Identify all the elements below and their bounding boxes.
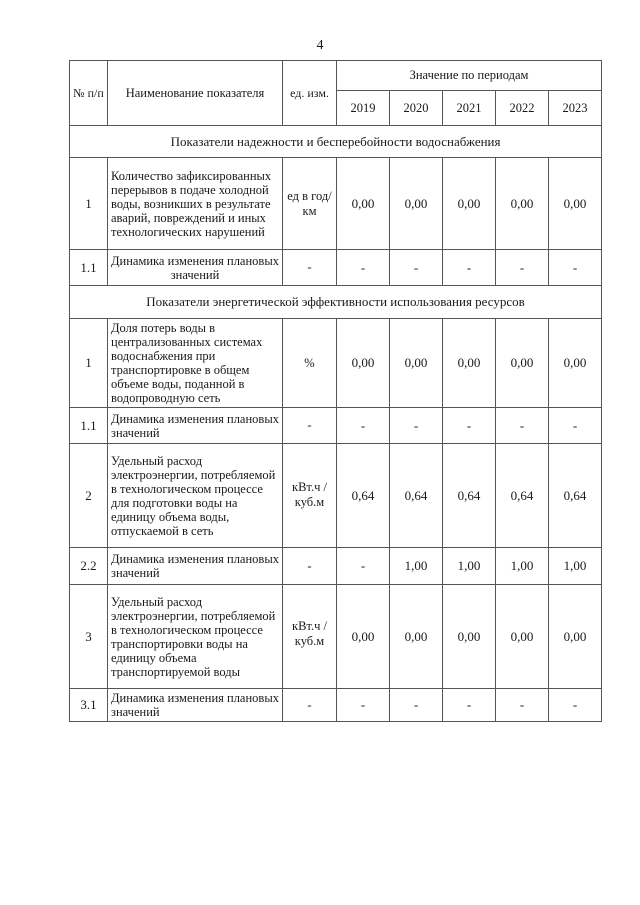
row-unit: - [283,408,337,444]
row-value: 1,00 [390,548,443,585]
row-value: - [337,548,390,585]
table-row [70,444,602,548]
table-row [70,250,602,286]
row-unit: ед в год/ км [283,158,337,250]
row-name: Динамика изменения плановых значений [108,250,283,286]
table-row [70,408,602,444]
row-value: - [443,250,496,286]
header-year: 2021 [443,91,496,126]
header-year: 2019 [337,91,390,126]
header-num: № п/п [70,61,108,126]
row-value: - [496,689,549,722]
section-title: Показатели надежности и бесперебойности водоснабжения [70,126,602,158]
section-row [70,286,602,319]
header-unit: ед. изм. [283,61,337,126]
row-value: 0,00 [443,319,496,408]
row-num: 1 [70,158,108,250]
row-value: 0,00 [549,158,602,250]
row-value: - [337,408,390,444]
row-name: Удельный расход электроэнергии, потребляемой в технологическом процессе транспортировки воды на единицу объема транспортируемой воды [108,585,283,689]
header-year: 2023 [549,91,602,126]
row-value: - [390,250,443,286]
row-value: 0,64 [337,444,390,548]
row-value: 0,64 [443,444,496,548]
section-row [70,126,602,158]
row-value: 0,00 [443,158,496,250]
row-value: 0,64 [390,444,443,548]
row-num: 2 [70,444,108,548]
row-value: 1,00 [496,548,549,585]
row-unit: - [283,250,337,286]
row-name: Динамика изменения плановых значений [108,408,283,444]
table-row [70,319,602,408]
row-value: 1,00 [549,548,602,585]
page-number: 4 [316,38,324,53]
row-value: - [443,408,496,444]
row-value: - [549,408,602,444]
row-value: 0,00 [390,585,443,689]
indicators-table [69,60,602,722]
table-row [70,585,602,689]
row-value: - [496,408,549,444]
row-value: 1,00 [443,548,496,585]
row-value: - [390,689,443,722]
row-value: - [390,408,443,444]
header-periods: Значение по периодам [337,61,602,91]
row-value: 0,00 [496,585,549,689]
row-value: 0,00 [549,585,602,689]
row-name: Доля потерь воды в централизованных системах водоснабжения при транспортировке в общем объеме воды, поданной в водопроводную сеть [108,319,283,408]
header-year: 2022 [496,91,549,126]
row-num: 1.1 [70,250,108,286]
header-year: 2020 [390,91,443,126]
row-name: Количество зафиксированных перерывов в подаче холодной воды, возникших в результате аварий, повреждений и иных технологических нарушений [108,158,283,250]
row-unit: % [283,319,337,408]
row-value: 0,00 [390,158,443,250]
row-value: 0,00 [443,585,496,689]
table-row [70,548,602,585]
row-num: 1.1 [70,408,108,444]
row-num: 1 [70,319,108,408]
row-value: 0,64 [549,444,602,548]
table-row [70,689,602,722]
row-name: Динамика изменения плановых значений [108,548,283,585]
section-title: Показатели энергетической эффективности использования ресурсов [70,286,602,319]
table-header [70,61,602,126]
row-value: 0,00 [337,319,390,408]
row-unit: кВт.ч / куб.м [283,585,337,689]
table-row [70,158,602,250]
row-num: 2.2 [70,548,108,585]
row-value: 0,00 [549,319,602,408]
row-unit: - [283,548,337,585]
row-value: 0,00 [496,158,549,250]
row-num: 3 [70,585,108,689]
row-value: 0,64 [496,444,549,548]
row-unit: - [283,689,337,722]
row-value: - [549,250,602,286]
row-value: - [337,689,390,722]
row-value: - [496,250,549,286]
row-value: - [549,689,602,722]
row-value: - [443,689,496,722]
row-value: 0,00 [496,319,549,408]
row-unit: кВт.ч / куб.м [283,444,337,548]
row-num: 3.1 [70,689,108,722]
row-name: Динамика изменения плановых значений [108,689,283,722]
header-name: Наименование показателя [108,61,283,126]
row-value: - [337,250,390,286]
row-name: Удельный расход электроэнергии, потребляемой в технологическом процессе для подготовки воды на единицу объема воды, отпускаемой в сеть [108,444,283,548]
row-value: 0,00 [337,158,390,250]
row-value: 0,00 [337,585,390,689]
row-value: 0,00 [390,319,443,408]
